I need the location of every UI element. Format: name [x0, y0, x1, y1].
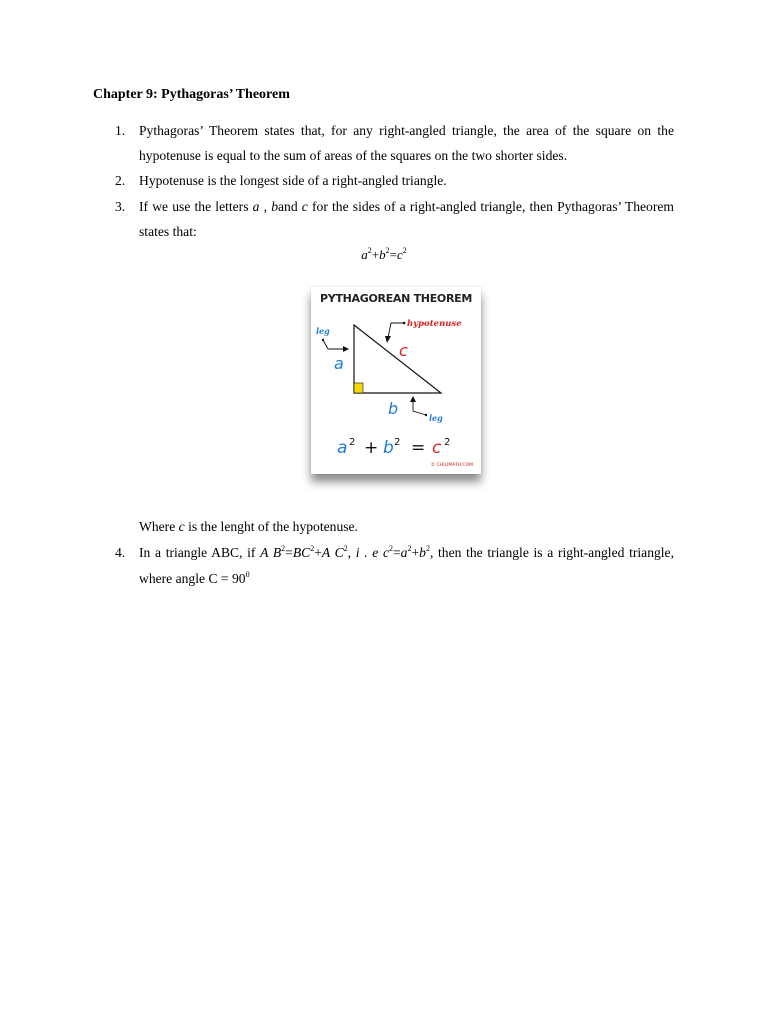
leg-bottom-label: leg [429, 413, 443, 423]
item-text: Pythagoras’ Theorem states that, for any right-angled triangle, the area of the square on the hypotenuse is equal to the sum of areas of the squares on the two shorter sides. [139, 123, 674, 163]
list-number: 3. [115, 199, 126, 214]
svg-text:b: b [383, 438, 394, 458]
item-text: for the sides of a right-angled triangle, then Pythagoras’ Theorem states that: [139, 199, 674, 239]
figure-diagram [311, 287, 481, 474]
where-note: Where c is the lenght of the hypotenuse. [139, 519, 358, 534]
leg-left-label: leg [316, 326, 330, 336]
math-c: c [301, 199, 308, 214]
arrow-icon [343, 346, 349, 352]
svg-text:c: c [432, 438, 442, 458]
list-item-3 [115, 194, 674, 244]
figure-credit: © CHILIMATH.COM [430, 463, 473, 468]
side-c-label: c [399, 341, 408, 360]
right-triangle [354, 325, 441, 393]
item-text: If we use the letters [139, 199, 253, 214]
math-letters: a , b [252, 199, 278, 214]
list-number: 2. [115, 173, 126, 188]
list-number: 4. [115, 545, 126, 560]
item-text: Hypotenuse is the longest side of a right-angled triangle. [139, 173, 447, 188]
svg-text:2: 2 [349, 437, 356, 448]
svg-text:2: 2 [394, 437, 401, 448]
side-a-label: a [334, 354, 344, 373]
hypotenuse-label: hypotenuse [407, 319, 462, 329]
figure-title: PYTHAGOREAN THEOREM [320, 292, 472, 305]
svg-text:+: + [364, 438, 379, 458]
list-item-4: 4. In a triangle ABC, if A $B^2=BC^2+A$ $C^2$, i . e $c^2=a^2+b^2$, then the triangle is a right-angled triangle, where angle $C = 90^0$ [139, 540, 674, 592]
svg-text:a: a [337, 438, 348, 458]
pythagoras-formula: $a^2+b^2=c^2$ [361, 246, 407, 262]
side-b-label: b [388, 399, 399, 418]
arrow-icon [385, 336, 391, 343]
svg-text:=: = [411, 438, 426, 458]
list-number: 1. [115, 123, 126, 138]
figure-formula [337, 437, 450, 458]
list-item-2 [115, 168, 674, 193]
right-angle-marker [354, 383, 363, 393]
item-text: and [278, 199, 302, 214]
list-item-1 [115, 118, 674, 168]
svg-text:2: 2 [444, 437, 451, 448]
pythagorean-theorem-figure [311, 287, 481, 474]
chapter-heading: Chapter 9: Pythagoras’ Theorem [93, 87, 290, 102]
